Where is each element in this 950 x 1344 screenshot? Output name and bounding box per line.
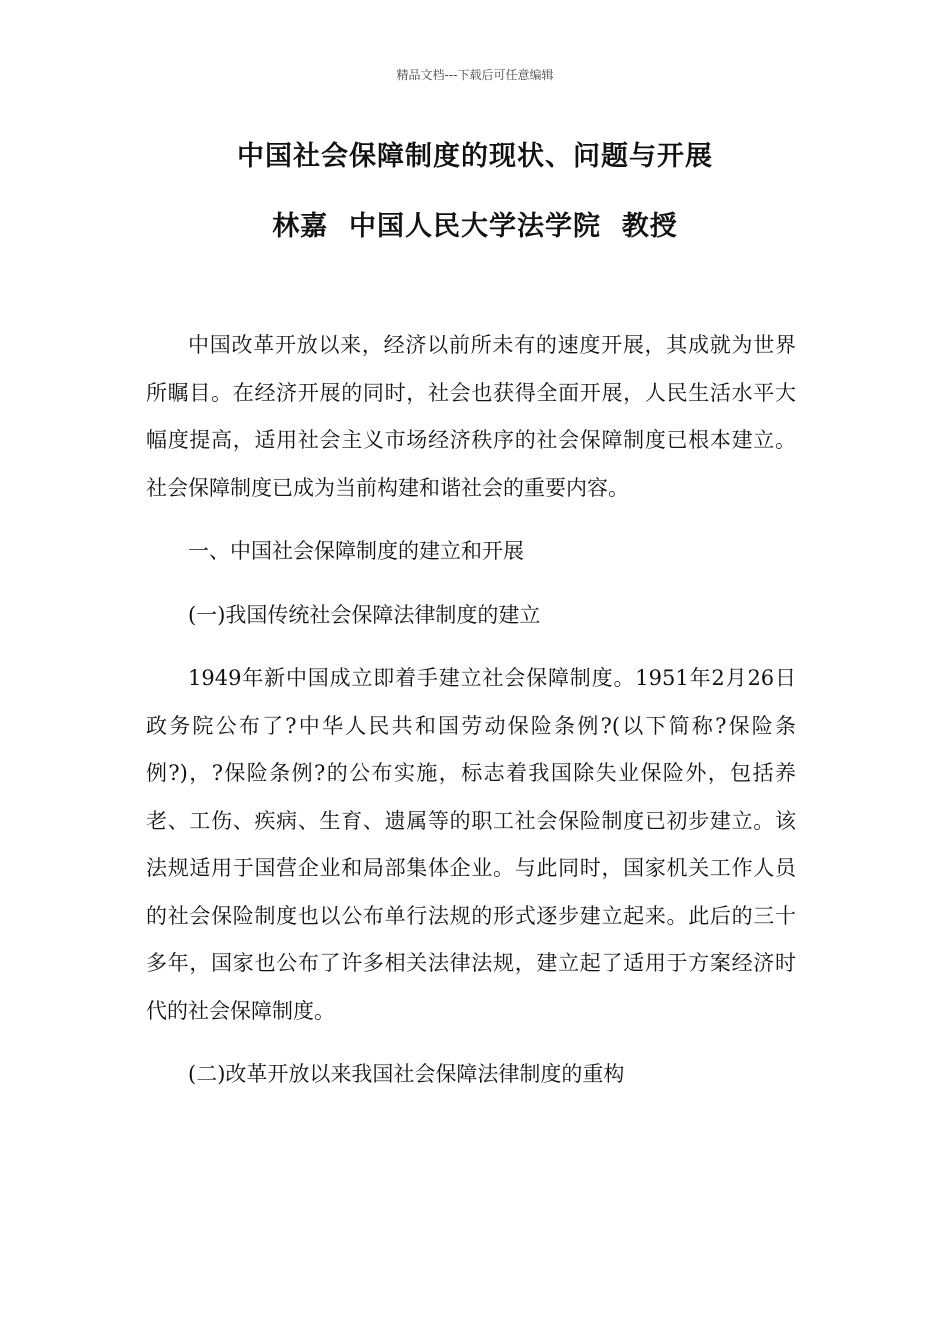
paragraph-intro: 中国改革开放以来，经济以前所未有的速度开展，其成就为世界所瞩目。在经济开展的同时，社会也获得全面开展，人民生活水平大幅度提高，适用社会主义市场经济秩序的社会保障制度已根本建立。社会保障制度已成为当前构建和谐社会的重要内容。	[146, 333, 796, 500]
section-heading-1: 一、中国社会保障制度的建立和开展	[188, 539, 524, 563]
header-note: 精品文档---下载后可任意编辑	[396, 68, 554, 82]
subsection-heading-2: (二)改革开放以来我国社会保障法律制度的重构	[188, 1062, 625, 1086]
subsection-heading-1: (一)我国传统社会保障法律制度的建立	[188, 602, 541, 627]
document-body	[146, 322, 796, 1099]
paragraph-history: 1949年新中国成立即着手建立社会保障制度。1951年2月26日政务院公布了?中华人民共和国劳动保险条例?(以下简称?保险条例?)，?保险条例?的公布实施，标志着我国除失业保险外，包括养老、工伤、疾病、生育、遗属等的职工社会保险制度已初步建立。该法规适用于国营企业和局部集体企业。与此同时，国家机关工作人员的社会保险制度也以公布单行法规的形式逐步建立起来。此后的三十多年，国家也公布了许多相关法律法规，建立起了适用于方案经济时代的社会保障制度。	[146, 666, 796, 1023]
document-title: 中国社会保障制度的现状、问题与开展	[237, 141, 713, 172]
author-line: 林嘉 中国人民大学法学院 教授	[272, 211, 678, 242]
